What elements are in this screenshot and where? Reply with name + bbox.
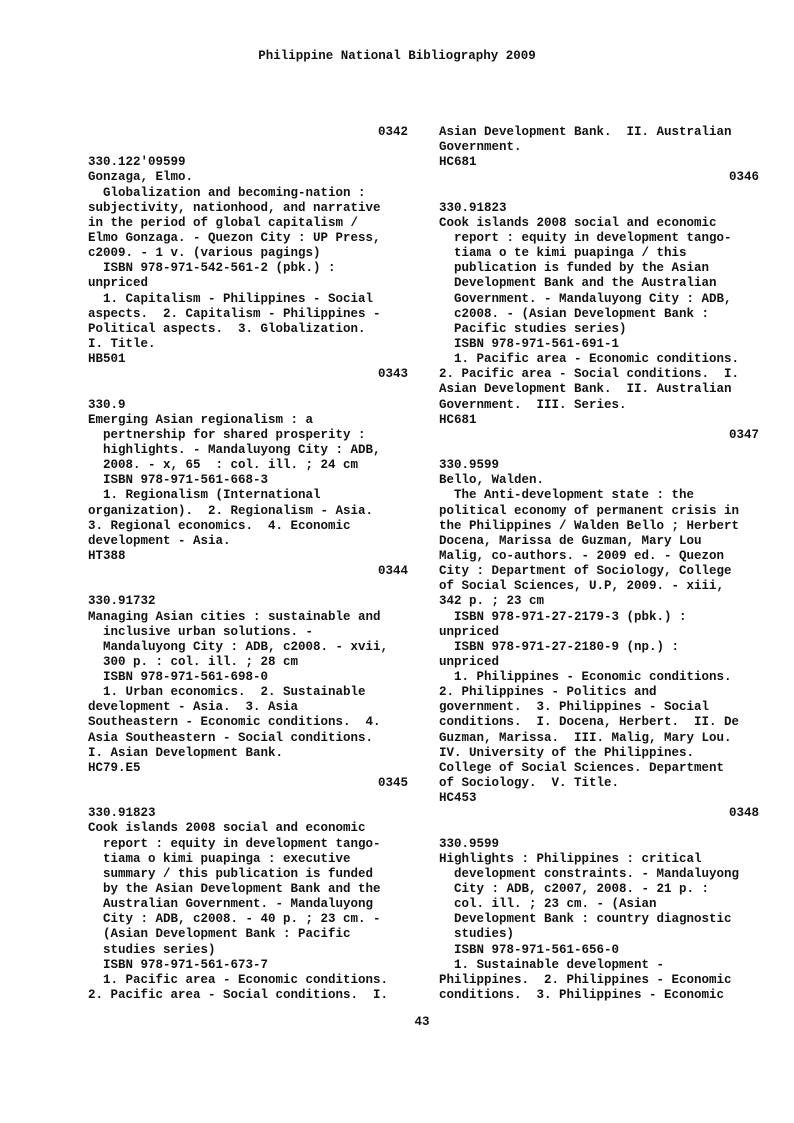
entry-line: conditions. 3. Philippines - Economic (439, 988, 725, 1003)
entry-line: ISBN 978-971-561-691-1 (439, 336, 620, 351)
entry-line: 1. Regionalism (International (88, 488, 321, 503)
entry-line: development constraints. - Mandaluyong (439, 866, 740, 881)
entry-line: 300 p. : col. ill. ; 28 cm (88, 654, 299, 669)
entry-line: Emerging Asian regionalism : a (88, 412, 314, 427)
entry-line: Guzman, Marissa. III. Malig, Mary Lou. (439, 730, 732, 745)
entry-line: HC453 (439, 791, 477, 806)
blank-line (439, 186, 759, 201)
entry-line: 330.9599 (439, 836, 500, 851)
entry-line: College of Social Sciences. Department (439, 760, 725, 775)
entry-line: aspects. 2. Capitalism - Philippines - (88, 306, 381, 321)
entry-line: by the Asian Development Bank and the (88, 882, 381, 897)
entry-line: conditions. I. Docena, Herbert. II. De (439, 715, 740, 730)
entry-line: (Asian Development Bank : Pacific (88, 927, 351, 942)
entry-line: summary / this publication is funded (88, 866, 374, 881)
entry-line: Government. (439, 140, 522, 155)
entry-line: 1. Philippines - Economic conditions. (439, 670, 732, 685)
entry-line: organization). 2. Regionalism - Asia. (88, 503, 374, 518)
entry-line: c2008. - (Asian Development Bank : (439, 306, 710, 321)
entry-line: Asia Southeastern - Social conditions. (88, 730, 374, 745)
left-column (88, 125, 408, 1003)
entry-line: ISBN 978-971-542-561-2 (pbk.) : (88, 261, 336, 276)
entry-line: 330.91823 (439, 200, 507, 215)
entry-line: 330.91823 (88, 806, 156, 821)
entry-line: Government. III. Series. (439, 397, 627, 412)
entry-line: ISBN 978-971-561-698-0 (88, 670, 269, 685)
entry-line: highlights. - Mandaluyong City : ADB, (88, 442, 381, 457)
entry-number: 0347 (728, 427, 759, 442)
entry-line: 2008. - x, 65 : col. ill. ; 24 cm (88, 458, 359, 473)
entry-line: tiama o kimi puapinga : executive (88, 851, 351, 866)
entry-line: 2. Pacific area - Social conditions. I. (439, 367, 740, 382)
entry-line: c2009. - 1 v. (various pagings) (88, 246, 321, 261)
entry-number: 0343 (377, 367, 408, 382)
entry-line: report : equity in development tango- (439, 230, 732, 245)
entry-line: Political aspects. 3. Globalization. (88, 321, 366, 336)
entry-line: Gonzaga, Elmo. (88, 170, 194, 185)
blank-line (439, 443, 759, 458)
blank-line (88, 140, 408, 155)
blank-line (88, 579, 408, 594)
entry-line: ISBN 978-971-561-668-3 (88, 473, 269, 488)
entry-line: col. ill. ; 23 cm. - (Asian (439, 897, 657, 912)
entry-line: 342 p. ; 23 cm (439, 594, 545, 609)
entry-number: 0348 (728, 806, 759, 821)
entry-line: City : ADB, c2008. - 40 p. ; 23 cm. - (88, 912, 381, 927)
entry-line: Asian Development Bank. II. Australian (439, 382, 732, 397)
entry-line: ISBN 978-971-561-673-7 (88, 957, 269, 972)
entry-line: 2. Pacific area - Social conditions. I. (88, 988, 389, 1003)
entry-line: unpriced (88, 276, 149, 291)
entry-line: unpriced (439, 654, 500, 669)
entry-line: development - Asia. (88, 533, 231, 548)
entry-line: ISBN 978-971-27-2180-9 (np.) : (439, 639, 680, 654)
entry-line: Cook islands 2008 social and economic (88, 821, 366, 836)
entry-line: the Philippines / Walden Bello ; Herbert (439, 518, 740, 533)
entry-line: Globalization and becoming-nation : (88, 185, 366, 200)
entry-line: City : ADB, c2007, 2008. - 21 p. : (439, 882, 710, 897)
entry-line: Pacific studies series) (439, 321, 627, 336)
entry-line: Malig, co-authors. - 2009 ed. - Quezon (439, 548, 725, 563)
entry-line: HB501 (88, 352, 126, 367)
entry-line: 3. Regional economics. 4. Economic (88, 518, 351, 533)
entry-line: of Sociology. V. Title. (439, 776, 620, 791)
entry-line: studies) (439, 927, 515, 942)
entry-line: 330.122'09599 (88, 155, 186, 170)
entry-line: 1. Capitalism - Philippines - Social (88, 291, 374, 306)
entry-line: ISBN 978-971-27-2179-3 (pbk.) : (439, 609, 687, 624)
entry-line: The Anti-development state : the (439, 488, 695, 503)
entry-line: Highlights : Philippines : critical (439, 851, 702, 866)
entry-line: Docena, Marissa de Guzman, Mary Lou (439, 533, 702, 548)
entry-line: tiama o te kimi puapinga / this (439, 246, 687, 261)
entry-line: 1. Sustainable development - (439, 957, 665, 972)
entry-line: Development Bank : country diagnostic (439, 912, 732, 927)
blank-line (439, 821, 759, 836)
entry-line: in the period of global capitalism / (88, 215, 359, 230)
entry-line: studies series) (88, 942, 216, 957)
entry-line: government. 3. Philippines - Social (439, 700, 710, 715)
entry-line: Managing Asian cities : sustainable and (88, 609, 381, 624)
entry-line: 1. Pacific area - Economic conditions. (439, 352, 740, 367)
entry-line: publication is funded by the Asian (439, 261, 710, 276)
page-number: 43 (414, 1015, 430, 1029)
entry-number: 0342 (377, 125, 408, 139)
entry-line: Elmo Gonzaga. - Quezon City : UP Press, (88, 230, 381, 245)
entry-line: I. Title. (88, 336, 156, 351)
page-header-title: Philippine National Bibliography 2009 (258, 49, 536, 63)
entry-line: HC681 (439, 412, 477, 427)
entry-number: 0346 (728, 170, 759, 185)
right-column (439, 125, 759, 1003)
blank-line (88, 382, 408, 397)
entry-line: pertnership for shared prosperity : (88, 427, 366, 442)
entry-line: 2. Philippines - Politics and (439, 685, 657, 700)
entry-line: I. Asian Development Bank. (88, 745, 284, 760)
entry-line: 330.9599 (439, 458, 500, 473)
entry-line: development - Asia. 3. Asia (88, 700, 299, 715)
entry-line: inclusive urban solutions. - (88, 624, 314, 639)
entry-line: subjectivity, nationhood, and narrative (88, 200, 381, 215)
entry-line: IV. University of the Philippines. (439, 745, 695, 760)
entry-line: Mandaluyong City : ADB, c2008. - xvii, (88, 639, 389, 654)
entry-line: of Social Sciences, U.P, 2009. - xiii, (439, 579, 725, 594)
entry-number: 0345 (377, 776, 408, 791)
entry-line: 330.9 (88, 397, 126, 412)
entry-line: Cook islands 2008 social and economic (439, 215, 717, 230)
entry-number: 0344 (377, 564, 408, 579)
entry-line: political economy of permanent crisis in (439, 503, 740, 518)
entry-line: 1. Pacific area - Economic conditions. (88, 972, 389, 987)
entry-line: 1. Urban economics. 2. Sustainable (88, 685, 366, 700)
entry-line: Bello, Walden. (439, 473, 545, 488)
entry-line: 330.91732 (88, 594, 156, 609)
entry-line: Government. - Mandaluyong City : ADB, (439, 291, 732, 306)
entry-line: HC681 (439, 155, 477, 170)
entry-line: Southeastern - Economic conditions. 4. (88, 715, 381, 730)
entry-line: ISBN 978-971-561-656-0 (439, 942, 620, 957)
entry-line: Development Bank and the Australian (439, 276, 717, 291)
entry-line: report : equity in development tango- (88, 836, 381, 851)
entry-line: HC79.E5 (88, 760, 141, 775)
entry-line: Philippines. 2. Philippines - Economic (439, 972, 732, 987)
entry-line: HT388 (88, 548, 126, 563)
entry-line: unpriced (439, 624, 500, 639)
blank-line (88, 791, 408, 806)
entry-line: Asian Development Bank. II. Australian (439, 125, 732, 139)
entry-line: City : Department of Sociology, College (439, 564, 732, 579)
entry-line: Australian Government. - Mandaluyong (88, 897, 374, 912)
